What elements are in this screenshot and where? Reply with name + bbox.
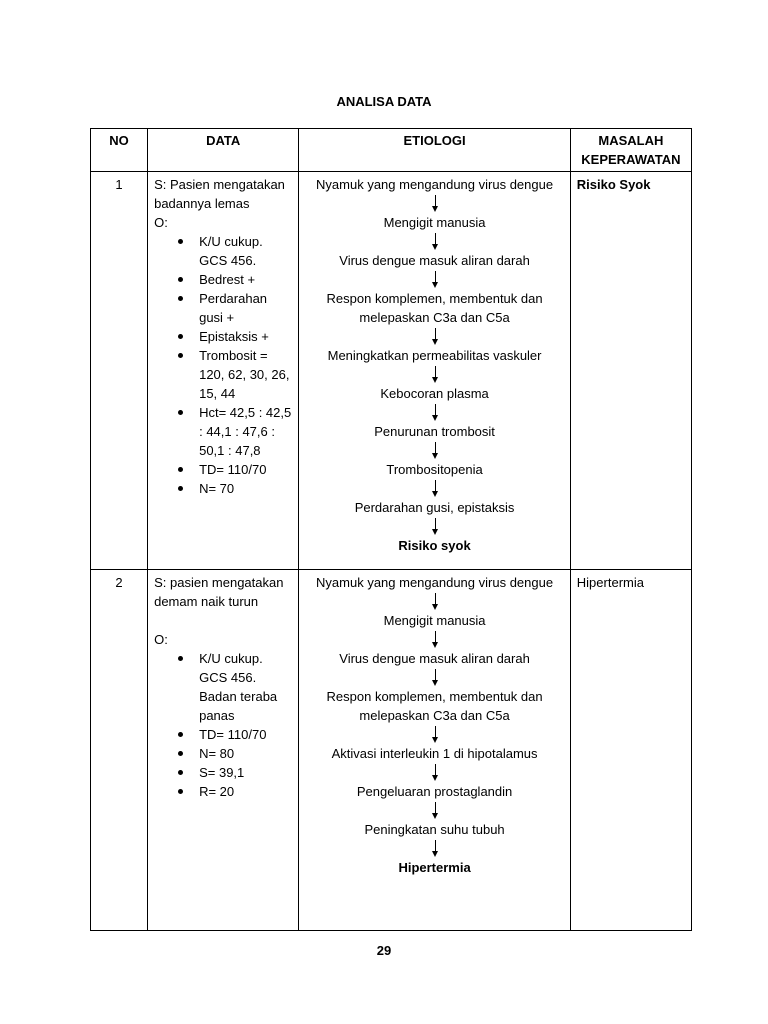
flow-step: Mengigit manusia — [383, 215, 486, 230]
objective-item: K/U cukup. GCS 456. — [199, 232, 293, 270]
objective-item: N= 70 — [199, 479, 293, 498]
flow-step: Penurunan trombosit — [374, 424, 495, 439]
table-row — [91, 570, 692, 931]
flow-step: Mengigit manusia — [383, 613, 486, 628]
table-header-row — [91, 129, 692, 172]
flow-step: Pengeluaran prostaglandin — [356, 784, 513, 799]
data-cell — [148, 172, 299, 570]
table-row — [91, 172, 692, 570]
flow-step: Virus dengue masuk aliran darah — [339, 651, 530, 666]
page-number: 29 — [376, 943, 392, 958]
flow-step: Virus dengue masuk aliran darah — [339, 253, 530, 268]
objective-item: Perdarahan gusi + — [199, 289, 293, 327]
flow-result: Hipertermia — [398, 860, 471, 875]
down-arrow-icon — [303, 270, 565, 289]
flow-result: Risiko syok — [398, 538, 471, 553]
down-arrow-icon — [303, 194, 565, 213]
nursing-diagnosis: Risiko Syok — [576, 177, 651, 192]
objective-item: R= 20 — [199, 782, 293, 801]
subjective-data: S: pasien mengatakan demam naik turun — [154, 575, 284, 609]
down-arrow-icon — [303, 630, 565, 649]
objective-label: O: — [154, 215, 168, 230]
down-arrow-icon — [303, 592, 565, 611]
flow-step: Peningkatan suhu tubuh — [364, 822, 505, 837]
down-arrow-icon — [303, 801, 565, 820]
flow-step: Nyamuk yang mengandung virus dengue — [316, 177, 554, 192]
objective-list — [154, 232, 293, 498]
etiologi-flowchart — [303, 175, 565, 555]
down-arrow-icon — [303, 327, 565, 346]
objective-item: N= 80 — [199, 744, 293, 763]
flow-step: Kebocoran plasma — [380, 386, 489, 401]
flow-step: Meningkatkan permeabilitas vaskuler — [327, 348, 542, 363]
page-title: ANALISA DATA — [336, 94, 432, 109]
down-arrow-icon — [303, 725, 565, 744]
objective-item: Trombosit = 120, 62, 30, 26, 15, 44 — [199, 346, 293, 403]
data-cell — [148, 570, 299, 931]
subjective-data: S: Pasien mengatakan badannya lemas — [154, 177, 285, 211]
objective-item: S= 39,1 — [199, 763, 293, 782]
header-no: NO — [91, 129, 148, 172]
objective-item: K/U cukup. GCS 456. Badan teraba panas — [199, 649, 293, 725]
down-arrow-icon — [303, 517, 565, 536]
etiologi-cell — [299, 172, 570, 570]
objective-item: TD= 110/70 — [199, 725, 293, 744]
flow-step: Respon komplemen, membentuk dan melepaskan C3a dan C5a — [326, 689, 543, 723]
row-number: 1 — [91, 172, 148, 570]
down-arrow-icon — [303, 365, 565, 384]
flow-step: Respon komplemen, membentuk dan melepaskan C3a dan C5a — [326, 291, 543, 325]
down-arrow-icon — [303, 479, 565, 498]
masalah-cell — [570, 172, 691, 570]
objective-item: TD= 110/70 — [199, 460, 293, 479]
down-arrow-icon — [303, 763, 565, 782]
down-arrow-icon — [303, 668, 565, 687]
flow-step: Aktivasi interleukin 1 di hipotalamus — [331, 746, 538, 761]
objective-item: Hct= 42,5 : 42,5 : 44,1 : 47,6 : 50,1 : 47,8 — [199, 403, 293, 460]
nursing-diagnosis: Hipertermia — [576, 575, 644, 590]
down-arrow-icon — [303, 232, 565, 251]
flow-step: Nyamuk yang mengandung virus dengue — [316, 575, 554, 590]
down-arrow-icon — [303, 839, 565, 858]
etiologi-cell — [299, 570, 570, 931]
objective-label: O: — [154, 632, 168, 647]
objective-item: Epistaksis + — [199, 327, 293, 346]
masalah-cell — [570, 570, 691, 931]
row-number: 2 — [91, 570, 148, 931]
analysis-table — [90, 128, 692, 931]
flow-step: Perdarahan gusi, epistaksis — [354, 500, 515, 515]
objective-item: Bedrest + — [199, 270, 293, 289]
etiologi-flowchart — [303, 573, 565, 877]
down-arrow-icon — [303, 441, 565, 460]
down-arrow-icon — [303, 403, 565, 422]
header-data: DATA — [148, 129, 299, 172]
flow-step: Trombositopenia — [386, 462, 483, 477]
header-masalah: MASALAH KEPERAWATAN — [570, 129, 691, 172]
objective-list — [154, 649, 293, 801]
header-etiologi: ETIOLOGI — [299, 129, 570, 172]
